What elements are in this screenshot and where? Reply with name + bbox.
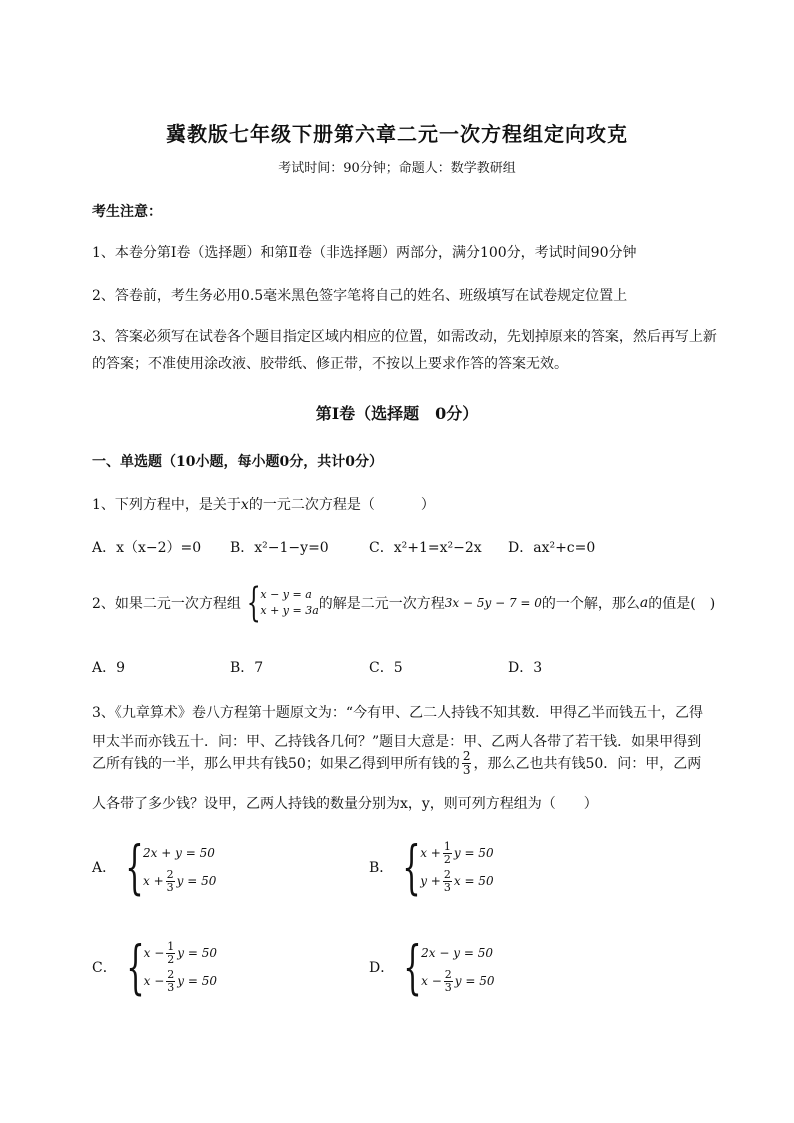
q3-d-eq1: 2x − y = 50 xyxy=(421,946,493,960)
q3-frac-den: 3 xyxy=(462,762,471,777)
q2-var: a xyxy=(639,595,649,611)
q3-line3-a: 乙所有钱的一半，那么甲共有钱50；如果乙得到甲所有钱的 xyxy=(92,756,460,773)
question-3-line-3 xyxy=(92,750,701,776)
q3-option-b-label: B． xyxy=(369,860,394,876)
note-item-1: 1、本卷分第Ⅰ卷（选择题）和第Ⅱ卷（非选择题）两部分，满分100分，考试时间90分钟 xyxy=(92,245,637,261)
q1-option-d: D．ax²+c=0 xyxy=(508,540,596,556)
q2-stem-d: 的值是( ) xyxy=(648,596,716,612)
question-3-line-2: 甲太半而亦钱五十．问：甲、乙持钱各几何？”题目大意是：甲、乙两人各带了若干钱．如果甲得到 xyxy=(92,734,702,750)
question-3-line-4: 人各带了多少钱？设甲，乙两人持钱的数量分别为x，y，则可列方程组为（ ） xyxy=(92,796,598,812)
page-title: 冀教版七年级下册第六章二元一次方程组定向攻克 xyxy=(166,122,628,146)
q1-option-b: B．x²−1−y=0 xyxy=(230,540,329,556)
q2-eq2: x + y = 3a xyxy=(260,604,319,617)
q2-equation-system: { x − y = a x + y = 3a xyxy=(246,580,319,626)
q3-d-eq2: x − $\frac{2}{3}$ y = 50 xyxy=(421,967,495,994)
note-item-3: 3、答案必须写在试卷各个题目指定区域内相应的位置，如需改动，先划掉原来的答案，然后再写上新 xyxy=(92,329,717,345)
q3-option-c: C． { x − $\frac{1}{2}$ y = 50 x − $\frac{2}{3}$ y = 50 xyxy=(92,933,217,1001)
q3-option-c-label: C． xyxy=(92,960,117,976)
q3-option-d-label: D． xyxy=(369,960,395,976)
q1-option-a: A．x（x−2）=0 xyxy=(92,540,202,556)
q3-option-d: D． { 2x − y = 50 x − $\frac{2}{3}$ y = 50 xyxy=(369,933,495,1001)
q3-a-eq1: 2x + y = 50 xyxy=(143,846,215,860)
q2-eq1: x − y = a xyxy=(260,588,312,602)
q2-stem-c: 的一个解，那么 xyxy=(541,596,640,612)
q3-option-a: A． { 2x + y = 50 x + $\frac{2}{3}$ y = 50 xyxy=(92,833,217,901)
q3-c-eq2: x − $\frac{2}{3}$ y = 50 xyxy=(143,967,217,994)
question-2-stem xyxy=(92,580,716,626)
q1-option-c: C．x²+1=x²−2x xyxy=(369,540,482,556)
q3-a-eq2: x + $\frac{2}{3}$ y = 50 xyxy=(143,867,217,894)
note-item-2: 2、答卷前，考生务必用0.5毫米黑色签字笔将自己的姓名、班级填写在试卷规定位置上 xyxy=(92,288,628,304)
q1-stem-b: 的一元二次方程是（ xyxy=(248,497,375,513)
question-3-line-1: 3、《九章算术》卷八方程第十题原文为：“今有甲、乙二人持钱不知其数．甲得乙半而钱五十，乙得 xyxy=(92,705,704,721)
q3-option-a-label: A． xyxy=(92,860,117,876)
q2-eq3: 3x − 5y − 7 = 0 xyxy=(444,596,542,610)
section-title: 第Ⅰ卷（选择题 0分） xyxy=(315,404,479,423)
q2-option-b: B．7 xyxy=(230,660,264,676)
exam-info: 考试时间：90分钟；命题人：数学教研组 xyxy=(278,161,516,176)
q3-b-eq1: x + $\frac{1}{2}$ y = 50 xyxy=(420,839,494,866)
q2-stem-a: 2、如果二元一次方程组 xyxy=(92,596,241,612)
q2-option-d: D．3 xyxy=(508,660,543,676)
q1-stem-c: ） xyxy=(420,497,435,513)
question-1-stem xyxy=(92,494,435,514)
q2-option-c: C．5 xyxy=(369,660,403,676)
q1-var: x xyxy=(240,497,249,513)
part-heading: 一、单选题（10小题，每小题0分，共计0分） xyxy=(92,454,383,470)
q3-b-eq2: y + $\frac{2}{3}$ x = 50 xyxy=(420,867,494,894)
q3-fraction xyxy=(462,750,472,776)
q1-stem-a: 1、下列方程中，是关于 xyxy=(92,497,241,513)
note-item-3-cont: 的答案；不准使用涂改液、胶带纸、修正带，不按以上要求作答的答案无效。 xyxy=(92,356,568,372)
q3-frac-num: 2 xyxy=(462,749,471,763)
q3-line3-b: ，那么乙也共有钱50．问：甲，乙两 xyxy=(473,756,702,773)
q2-option-a: A．9 xyxy=(92,660,126,676)
q2-stem-b: 的解是二元一次方程 xyxy=(318,596,445,612)
q3-c-eq1: x − $\frac{1}{2}$ y = 50 xyxy=(143,939,217,966)
notes-heading: 考生注意： xyxy=(92,204,162,220)
q3-option-b: B． { x + $\frac{1}{2}$ y = 50 y + $\frac{2}{3}$ x = 50 xyxy=(369,833,494,901)
